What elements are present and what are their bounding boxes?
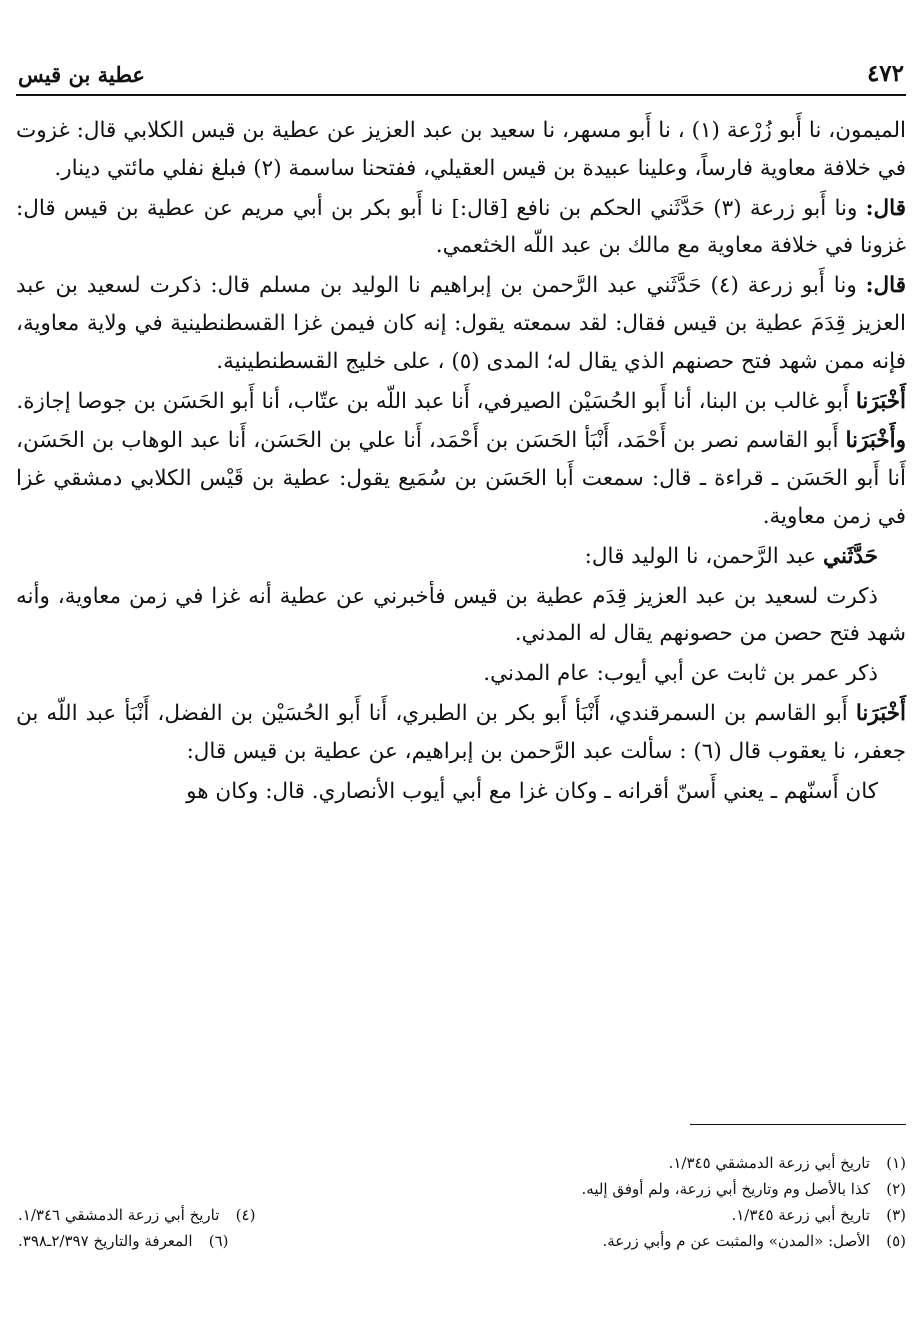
footnotes	[18, 1150, 906, 1254]
footnote-row	[18, 1228, 906, 1254]
footnote-text: كذا بالأصل وم وتاريخ أبي زرعة، ولم أوفق إليه.	[581, 1180, 870, 1198]
footnote-text: تاريخ أبي زرعة ١/٣٤٥.	[731, 1206, 870, 1224]
paragraph	[16, 267, 906, 380]
paragraph	[16, 538, 906, 576]
paragraph	[16, 578, 906, 654]
footnote-text: الأصل: «المدن» والمثبت عن م وأبي زرعة.	[602, 1232, 870, 1250]
paragraph-text: أَبو القاسم نصر بن أَحْمَد، أَنْبَأ الحَسَن بن أَحْمَد، أَنا علي بن الحَسَن، أَنا عبد الوهاب بن الحَسَن، أَنا أَبو الحَسَن ـ قراءة ـ قال: سمعت أَبا الحَسَن بن سُمَيع يقول: عطية بن قَيْس الكلابي دمشقي غزا في زمن معاوية.	[16, 428, 906, 529]
chapter-title: عطية بن قيس	[18, 62, 145, 87]
footnote-text: تاريخ أبي زرعة الدمشقي ١/٣٤٦.	[18, 1206, 220, 1224]
paragraph-text: ذكر عمر بن ثابت عن أبي أيوب: عام المدني.	[483, 661, 878, 687]
footnote-row	[18, 1202, 906, 1228]
footnote-number: (٢)	[886, 1180, 906, 1198]
footnote-number: (٤)	[235, 1206, 256, 1224]
footnote-number: (٦)	[208, 1232, 229, 1250]
main-text	[16, 112, 906, 812]
footnote-4	[18, 1202, 255, 1228]
footnote-text: المعرفة والتاريخ ٢/٣٩٧ـ٣٩٨.	[18, 1232, 193, 1250]
paragraph-lead-word: قال:	[865, 273, 907, 299]
paragraph-lead-word: قال:	[865, 195, 906, 221]
footnote-3	[731, 1202, 906, 1228]
paragraph-lead-word: أَخْبَرَنا	[855, 700, 906, 726]
paragraph	[16, 190, 906, 266]
paragraph-text: أَبو غالب بن البنا، أنا أَبو الحُسَيْن الصيرفي، أَنا عبد اللّه بن عتّاب، أنا أَبو الحَسَن بن جوصا إجازة.	[16, 388, 856, 414]
running-header	[16, 58, 906, 96]
footnote-row	[18, 1150, 906, 1176]
footnote-row	[18, 1176, 906, 1202]
footnote-divider	[690, 1124, 906, 1125]
footnote-2	[582, 1176, 906, 1202]
paragraph-text: الميمون، نا أَبو زُرْعة (١) ، نا أَبو مسهر، نا سعيد بن عبد العزيز عن عطية بن قيس الكلابي قال: غزوت في خلافة معاوية فارساً، وعلينا عبيدة بن قيس العقيلي، ففتحنا ساسمة (٢) فبلغ نفلي مائتي دينار.	[16, 118, 906, 181]
paragraph	[16, 112, 906, 188]
paragraph-text: ونا أَبو زرعة (٣) حَدَّثَني الحكم بن نافع [قال:] نا أَبو بكر بن أبي مريم عن عطية بن قيس قال: غزونا في خلافة معاوية مع مالك بن عبد اللّه الخثعمي.	[16, 195, 906, 259]
paragraph-text: ونا أَبو زرعة (٤) حَدَّثَني عبد الرَّحمن بن إبراهيم نا الوليد بن مسلم قال: ذكرت لسعيد بن عبد العزيز قِدَمَ عطية بن قيس فقال: لقد سمعته يقول: إنه كان فيمن غزا القسطنطينية في ولاية معاوية، فإنه ممن شهد فتح حصنهم الذي يقال له؛ المدى (٥) ، على خليج القسطنطينية.	[16, 273, 906, 374]
paragraph	[16, 383, 906, 421]
footnote-number: (١)	[886, 1154, 906, 1172]
paragraph-lead-word: وأَخْبَرَنا	[845, 428, 906, 454]
paragraph	[16, 655, 906, 693]
paragraph	[16, 422, 906, 535]
footnote-6	[18, 1228, 229, 1254]
page-number: ٤٧٢	[866, 60, 904, 87]
footnote-1	[669, 1150, 906, 1176]
footnote-number: (٣)	[886, 1206, 906, 1224]
paragraph	[16, 695, 906, 771]
paragraph-text: عبد الرَّحمن، نا الوليد قال:	[584, 543, 824, 569]
paragraph	[16, 773, 906, 811]
paragraph-text: كان أَسنّهم ـ يعني أَسنّ أقرانه ـ وكان غزا مع أبي أيوب الأنصاري. قال: وكان هو	[186, 778, 878, 804]
footnote-5	[602, 1228, 906, 1254]
paragraph-text: أَبو القاسم بن السمرقندي، أَنْبَأ أَبو بكر بن الطبري، أَنا أَبو الحُسَيْن بن الفضل، أَنْبَأ عبد اللّه بن جعفر، نا يعقوب قال (٦) : سألت عبد الرَّحمن بن إبراهيم، عن عطية بن قيس قال:	[16, 700, 906, 764]
paragraph-lead-word: أَخْبَرَنا	[855, 388, 906, 414]
footnote-text: تاريخ أبي زرعة الدمشقي ١/٣٤٥.	[668, 1154, 870, 1172]
paragraph-lead-word: حَدَّثَني	[823, 543, 878, 569]
paragraph-text: ذكرت لسعيد بن عبد العزيز قِدَم عطية بن قيس فأخبرني عن عطية أنه غزا في زمن معاوية، وأنه شهد فتح حصن من حصونهم يقال له المدني.	[16, 583, 906, 647]
footnote-number: (٥)	[886, 1232, 906, 1250]
